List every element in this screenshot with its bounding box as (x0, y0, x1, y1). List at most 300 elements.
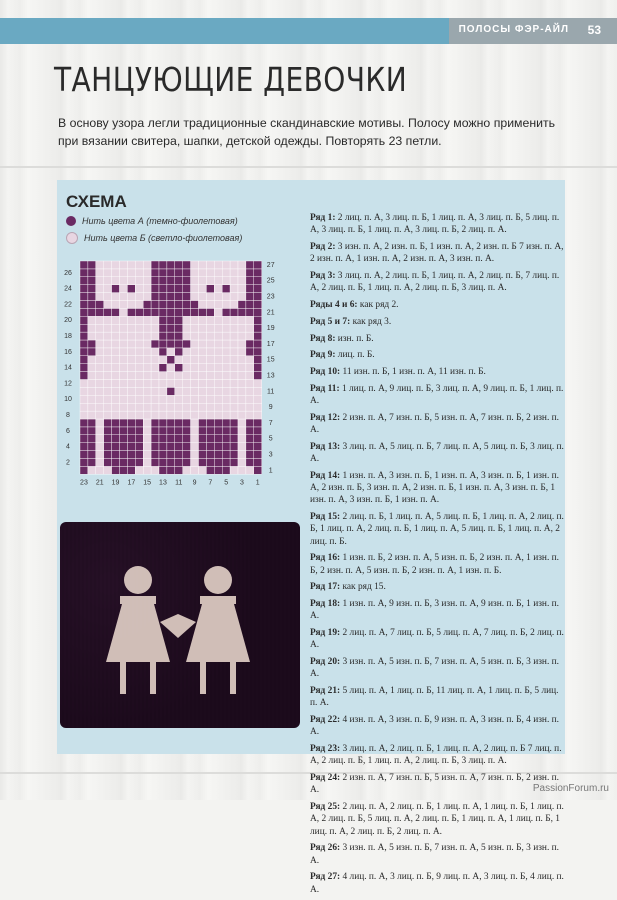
chart-cell (151, 348, 159, 356)
row-label: Ряд 10: (310, 367, 343, 378)
chart-cell (127, 451, 135, 459)
chart-cell (183, 419, 191, 427)
chart-cell (254, 411, 262, 419)
chart-cell (167, 364, 175, 372)
chart-cell (246, 443, 254, 451)
chart-cell (120, 387, 128, 395)
chart-cell (222, 301, 230, 309)
chart-cell (112, 340, 120, 348)
chart-cell (214, 380, 222, 388)
row-text: 1 изн. п. Б, 2 изн. п. А, 5 изн. п. Б, 2 изн. п. А, 1 изн. п. Б, 2 изн. п. А, 5 изн. п. Б, 2 изн. п. А, 1 изн. п. Б. (310, 553, 560, 576)
chart-cell (80, 364, 88, 372)
chart-cell (222, 324, 230, 332)
chart-cell (88, 364, 96, 372)
chart-cell (80, 443, 88, 451)
chart-cell (238, 387, 246, 395)
chart-cell (159, 435, 167, 443)
chart-cell (135, 435, 143, 443)
chart-cell (104, 356, 112, 364)
chart-cell (175, 301, 183, 309)
chart-cell (246, 332, 254, 340)
chart-cell (96, 308, 104, 316)
chart-cell (191, 443, 199, 451)
chart-cell (214, 435, 222, 443)
chart-cell (246, 269, 254, 277)
chart-cell (183, 348, 191, 356)
chart-cell (199, 364, 207, 372)
chart-cell (214, 387, 222, 395)
chart-cell (230, 277, 238, 285)
row-text: 3 изн. п. А, 5 изн. п. Б, 7 изн. п. А, 5 изн. п. Б, 3 изн. п. А. (310, 843, 560, 866)
chart-cell (104, 364, 112, 372)
chart-cell (112, 411, 120, 419)
chart-cell (222, 451, 230, 459)
chart-cell (112, 308, 120, 316)
chart-cell (175, 308, 183, 316)
chart-cell (167, 261, 175, 269)
chart-cell (175, 411, 183, 419)
chart-cell (230, 372, 238, 380)
chart-cell (127, 443, 135, 451)
chart-cell (230, 380, 238, 388)
chart-cell (88, 372, 96, 380)
chart-cell (214, 261, 222, 269)
chart-cell (151, 435, 159, 443)
chart-cell (191, 308, 199, 316)
chart-cell (104, 403, 112, 411)
chart-cell (151, 332, 159, 340)
y-label-left: 16 (64, 348, 72, 356)
y-label-right: 9 (268, 404, 273, 412)
chart-cell (214, 308, 222, 316)
chart-cell (120, 277, 128, 285)
chart-cell (246, 277, 254, 285)
chart-cell (96, 301, 104, 309)
chart-cell (120, 451, 128, 459)
row-instruction (310, 552, 564, 576)
chart-cell (175, 372, 183, 380)
chart-cell (167, 372, 175, 380)
chart-cell (254, 356, 262, 364)
row-label: Ряд 2: (310, 242, 338, 252)
row-instruction (310, 685, 564, 709)
chart-cell (104, 395, 112, 403)
chart-cell (143, 301, 151, 309)
chart-cell (135, 308, 143, 316)
chart-cell (120, 285, 128, 293)
row-label: Ряд 16: (310, 553, 343, 564)
chart-cell (175, 395, 183, 403)
chart-cell (230, 340, 238, 348)
chart-cell (88, 419, 96, 427)
chart-cell (104, 419, 112, 427)
chart-cell (191, 277, 199, 285)
chart-cell (230, 301, 238, 309)
chart-cell (254, 277, 262, 285)
chart-cell (120, 372, 128, 380)
chart-cell (80, 466, 88, 474)
chart-cell (88, 411, 96, 419)
chart-grid (80, 261, 262, 474)
chart-cell (143, 372, 151, 380)
chart-cell (127, 466, 135, 474)
row-label: Ряд 8: (310, 333, 338, 344)
chart-cell (238, 269, 246, 277)
chart-cell (246, 301, 254, 309)
chart-cell (238, 443, 246, 451)
chart-cell (151, 380, 159, 388)
chart-cell (167, 277, 175, 285)
chart-cell (159, 316, 167, 324)
chart-cell (183, 435, 191, 443)
chart-cell (238, 261, 246, 269)
chart-cell (151, 277, 159, 285)
chart-cell (214, 301, 222, 309)
chart-cell (183, 380, 191, 388)
color-a-swatch (66, 216, 76, 226)
chart-cell (246, 419, 254, 427)
chart-cell (191, 403, 199, 411)
row-text: 2 лиц. п. А, 7 лиц. п. Б, 5 лиц. п. А, 7 лиц. п. Б, 2 лиц. п. А. (310, 628, 564, 651)
chart-cell (151, 403, 159, 411)
chart-cell (254, 293, 262, 301)
chart-cell (96, 356, 104, 364)
chart-cell (206, 372, 214, 380)
y-label-right: 21 (266, 309, 275, 317)
chart-cell (206, 380, 214, 388)
chart-cell (167, 348, 175, 356)
y-label-right: 17 (266, 340, 275, 348)
chart-cell (230, 427, 238, 435)
row-label: Ряд 15: (310, 512, 343, 523)
chart-cell (88, 261, 96, 269)
chart-cell (222, 372, 230, 380)
chart-cell (104, 324, 112, 332)
chart-cell (246, 427, 254, 435)
chart-cell (222, 277, 230, 285)
chart-cell (230, 387, 238, 395)
row-instruction (310, 412, 564, 436)
chart-cell (230, 356, 238, 364)
chart-cell (199, 261, 207, 269)
chart-cell (120, 308, 128, 316)
row-instruction (310, 511, 564, 548)
chart-cell (159, 340, 167, 348)
chart-cell (112, 395, 120, 403)
chart-cell (159, 466, 167, 474)
chart-cell (96, 451, 104, 459)
row-instruction (310, 349, 564, 361)
row-instruction (310, 627, 564, 651)
chart-cell (214, 459, 222, 467)
row-instruction (310, 212, 564, 236)
chart-cell (80, 372, 88, 380)
chart-cell (127, 387, 135, 395)
chart-cell (159, 395, 167, 403)
chart-cell (214, 269, 222, 277)
chart-cell (120, 356, 128, 364)
chart-cell (80, 380, 88, 388)
chart-cell (112, 459, 120, 467)
scheme-title: СХЕМА (66, 192, 127, 211)
chart-cell (183, 261, 191, 269)
row-text: 3 лиц. п. А, 5 лиц. п. Б, 7 лиц. п. А, 5 лиц. п. Б, 3 лиц. п. А. (310, 441, 564, 465)
chart-cell (214, 332, 222, 340)
chart-cell (151, 261, 159, 269)
chart-cell (104, 277, 112, 285)
chart-cell (222, 308, 230, 316)
chart-cell (175, 466, 183, 474)
chart-cell (230, 364, 238, 372)
row-text: 3 лиц. п. А, 2 лиц. п. Б, 1 лиц. п. А, 2 лиц. п. Б 7 лиц. п. А, 2 лиц. п. Б, 1 лиц. п. А, 2 лиц. п. Б, 3 лиц. п. А. (310, 744, 562, 767)
chart-cell (143, 403, 151, 411)
chart-cell (167, 269, 175, 277)
y-label-right: 15 (266, 356, 275, 364)
chart-cell (254, 261, 262, 269)
chart-cell (206, 387, 214, 395)
chart-cell (135, 364, 143, 372)
chart-cell (183, 301, 191, 309)
chart-cell (206, 459, 214, 467)
chart-cell (167, 308, 175, 316)
chart-cell (206, 332, 214, 340)
chart-cell (230, 443, 238, 451)
chart-cell (167, 380, 175, 388)
chart-cell (151, 301, 159, 309)
chart-cell (88, 427, 96, 435)
y-label-right: 3 (268, 451, 273, 459)
chart-cell (199, 395, 207, 403)
chart-cell (254, 324, 262, 332)
chart-cell (143, 443, 151, 451)
chart-cell (191, 364, 199, 372)
chart-cell (159, 364, 167, 372)
chart-cell (120, 269, 128, 277)
chart-cell (159, 285, 167, 293)
row-instruction (310, 743, 564, 767)
chart-cell (238, 316, 246, 324)
chart-cell (199, 466, 207, 474)
chart-cell (167, 403, 175, 411)
row-label: Ряд 26: (310, 843, 343, 854)
chart-cell (238, 380, 246, 388)
chart-cell (151, 466, 159, 474)
chart-cell (199, 356, 207, 364)
chart-cell (230, 411, 238, 419)
chart-cell (143, 419, 151, 427)
row-text: 1 изн. п. А, 9 изн. п. Б, 3 изн. п. А, 9 изн. п. Б, 1 изн. п. А. (310, 599, 560, 622)
chart-cell (112, 451, 120, 459)
chart-cell (191, 380, 199, 388)
chart-cell (191, 427, 199, 435)
chart-cell (127, 380, 135, 388)
chart-cell (135, 395, 143, 403)
chart-cell (159, 356, 167, 364)
chart-cell (104, 332, 112, 340)
chart-cell (127, 372, 135, 380)
x-label: 7 (208, 479, 213, 487)
chart-cell (104, 340, 112, 348)
chart-cell (246, 435, 254, 443)
chart-cell (88, 380, 96, 388)
chart-cell (112, 443, 120, 451)
chart-cell (183, 372, 191, 380)
chart-cell (159, 451, 167, 459)
chart-cell (175, 387, 183, 395)
row-instruction (310, 871, 564, 895)
chart-cell (183, 269, 191, 277)
chart-cell (214, 364, 222, 372)
chart-cell (246, 308, 254, 316)
chart-cell (230, 395, 238, 403)
chart-cell (120, 332, 128, 340)
chart-cell (80, 324, 88, 332)
chart-cell (127, 348, 135, 356)
y-label-left: 22 (64, 301, 72, 309)
chart-cell (151, 324, 159, 332)
chart-cell (199, 403, 207, 411)
y-label-left: 10 (64, 396, 72, 404)
chart-cell (246, 403, 254, 411)
chart-cell (222, 293, 230, 301)
row-text: 4 изн. п. А, 3 изн. п. Б, 9 изн. п. А, 3 изн. п. Б, 4 изн. п. А. (310, 715, 560, 738)
y-label-left: 24 (64, 285, 72, 293)
chart-cell (199, 411, 207, 419)
row-text: изн. п. Б. (337, 333, 374, 344)
chart-cell (206, 269, 214, 277)
chart-cell (214, 372, 222, 380)
chart-cell (96, 324, 104, 332)
section-title: ПОЛОСЫ ФЭР-АЙЛ (458, 24, 569, 35)
chart-cell (159, 419, 167, 427)
chart-cell (238, 332, 246, 340)
chart-cell (80, 411, 88, 419)
chart-cell (96, 466, 104, 474)
chart-cell (135, 380, 143, 388)
chart-cell (151, 443, 159, 451)
chart-cell (206, 451, 214, 459)
chart-cell (88, 324, 96, 332)
chart-cell (191, 316, 199, 324)
row-instruction (310, 598, 564, 622)
row-text: 3 лиц. п. А, 2 лиц. п. Б, 1 лиц. п. А, 2 лиц. п. Б, 7 лиц. п. А, 2 лиц. п. Б, 1 лиц. п. А, 2 лиц. п. Б, 3 лиц. п. А. (310, 271, 560, 294)
chart-cell (127, 277, 135, 285)
chart-cell (214, 451, 222, 459)
chart-cell (104, 261, 112, 269)
y-label-right: 25 (266, 277, 275, 285)
plank-divider (0, 166, 617, 168)
chart-cell (206, 293, 214, 301)
chart-cell (238, 308, 246, 316)
chart-cell (96, 372, 104, 380)
chart-cell (88, 269, 96, 277)
row-label: Ряд 20: (310, 657, 343, 668)
chart-cell (127, 332, 135, 340)
chart-cell (112, 324, 120, 332)
chart-cell (222, 340, 230, 348)
chart-cell (96, 419, 104, 427)
legend-color-b (66, 232, 242, 244)
chart-cell (120, 380, 128, 388)
chart-cell (96, 435, 104, 443)
chart-cell (127, 427, 135, 435)
chart-cell (206, 324, 214, 332)
chart-cell (143, 380, 151, 388)
chart-cell (254, 427, 262, 435)
chart-cell (199, 269, 207, 277)
chart-cell (112, 364, 120, 372)
chart-cell (88, 459, 96, 467)
row-label: Ряд 17: (310, 582, 343, 593)
chart-cell (135, 348, 143, 356)
chart-cell (88, 340, 96, 348)
chart-cell (246, 340, 254, 348)
chart-cell (183, 324, 191, 332)
chart-cell (222, 285, 230, 293)
chart-cell (238, 466, 246, 474)
chart-cell (199, 451, 207, 459)
chart-cell (88, 387, 96, 395)
chart-cell (127, 356, 135, 364)
chart-cell (88, 308, 96, 316)
chart-cell (104, 466, 112, 474)
swatch-figures (60, 522, 300, 728)
chart-cell (143, 261, 151, 269)
y-label-right: 11 (267, 388, 275, 396)
chart-cell (214, 348, 222, 356)
chart-cell (112, 348, 120, 356)
chart-cell (230, 435, 238, 443)
chart-cell (199, 301, 207, 309)
chart-cell (135, 316, 143, 324)
chart-cell (80, 316, 88, 324)
row-instruction (310, 241, 564, 265)
chart-cell (222, 403, 230, 411)
row-instruction (310, 801, 564, 838)
chart-cell (206, 419, 214, 427)
chart-cell (159, 380, 167, 388)
chart-cell (151, 395, 159, 403)
chart-cell (143, 466, 151, 474)
chart-cell (167, 293, 175, 301)
chart-cell (143, 293, 151, 301)
chart-cell (88, 348, 96, 356)
chart-cell (175, 332, 183, 340)
chart-cell (135, 443, 143, 451)
chart-cell (143, 308, 151, 316)
row-instruction (310, 383, 564, 407)
row-instruction (310, 656, 564, 680)
chart-cell (104, 443, 112, 451)
y-labels-right (267, 262, 275, 474)
chart-cell (151, 269, 159, 277)
chart-cell (246, 261, 254, 269)
chart-cell (175, 451, 183, 459)
chart-cell (254, 466, 262, 474)
chart-cell (175, 435, 183, 443)
chart-cell (104, 308, 112, 316)
chart-cell (206, 403, 214, 411)
chart-cell (238, 411, 246, 419)
y-label-left: 2 (66, 459, 70, 467)
chart-cell (151, 372, 159, 380)
chart-cell (127, 301, 135, 309)
x-label: 5 (224, 479, 229, 487)
chart-cell (151, 285, 159, 293)
y-label-right: 7 (268, 419, 273, 427)
chart-cell (159, 269, 167, 277)
chart-cell (206, 301, 214, 309)
